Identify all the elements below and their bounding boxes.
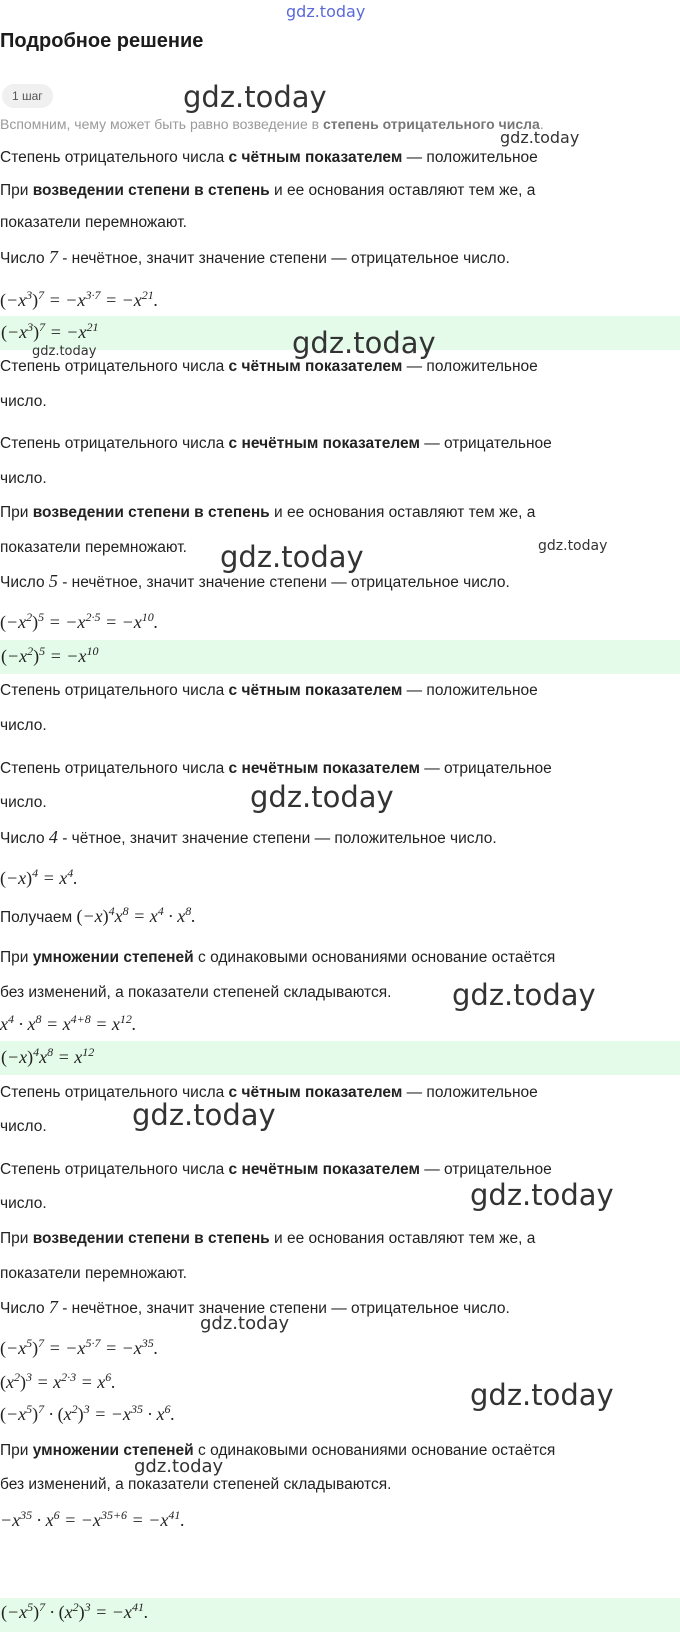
watermark: gdz.today [452,978,596,1012]
rule-even-line: Степень отрицательного числа с чётным показателем — положительное [0,1084,538,1101]
rule-mult-line: При умножении степеней с одинаковыми основаниями основание остаётся [0,1442,556,1459]
rule-odd-line: Степень отрицательного числа с нечётным показателем — отрицательное [0,1161,552,1178]
formula: $(-x^5)^7 \cdot (x^2)^3 = -x^{35} \cdot x^6$. [0,1402,175,1424]
rule-power-line: При возведении степени в степень и ее основания оставляют тем же, а [0,504,536,521]
parity-line: Число 7 - нечётное, значит значение степени — отрицательное число. [0,1297,510,1317]
rule-number-word: число. [0,470,47,487]
rule-number-word: число. [0,1195,47,1212]
rule-even-line: Степень отрицательного числа с чётным показателем — положительное [0,149,538,166]
watermark: gdz.today [183,80,327,114]
watermark: gdz.today [500,128,580,147]
parity-line: Число 5 - нечётное, значит значение степени — отрицательное число. [0,571,510,591]
rule-power-line2: показатели перемножают. [0,214,187,231]
watermark: gdz.today [200,1313,290,1334]
formula: $(x^2)^3 = x^{2\cdot 3} = x^6$. [0,1370,116,1392]
rule-number-word: число. [0,794,47,811]
hint-text: Вспомним, чему может быть равно возведение в степень отрицательного числа. [0,116,544,132]
rule-even-line: Степень отрицательного числа с чётным показателем — положительное [0,358,538,375]
watermark: gdz.today [134,1456,224,1477]
watermark: gdz.today [538,538,608,554]
answer-highlight: $(-x^5)^7 \cdot (x^2)^3 = -x^{41}$. [0,1598,680,1632]
answer-highlight: $(-x)^4x^8 = x^{12}$ [0,1041,680,1075]
answer-highlight: $(-x^2)^5 = -x^{10}$ [0,640,680,674]
rule-even-line: Степень отрицательного числа с чётным показателем — положительное [0,682,538,699]
formula: $(-x)^4 = x^4$. [0,866,78,888]
rule-number-word: число. [0,1118,47,1135]
rule-power-line2: показатели перемножают. [0,1265,187,1282]
rule-number-word: число. [0,393,47,410]
rule-number-word: число. [0,717,47,734]
formula: $x^4 \cdot x^8 = x^{4+8} = x^{12}$. [0,1012,137,1034]
parity-line: Число 4 - чётное, значит значение степени — положительное число. [0,827,497,847]
page-title: Подробное решение [0,30,204,52]
rule-odd-line: Степень отрицательного числа с нечётным показателем — отрицательное [0,435,552,452]
answer-highlight: $(-x^3)^7 = -x^{21}$ [0,316,680,350]
get-line: Получаем $(-x)^4x^8 = x^4 \cdot x^8$. [0,904,196,926]
rule-mult-line: При умножении степеней с одинаковыми основаниями основание остаётся [0,949,556,966]
rule-power-line2: показатели перемножают. [0,539,187,556]
watermark: gdz.today [286,2,366,21]
watermark: gdz.today [132,1098,276,1132]
watermark: gdz.today [220,540,364,574]
watermark: gdz.today [470,1178,614,1212]
formula: $(-x^5)^7 = -x^{5\cdot 7} = -x^{35}$. [0,1336,159,1358]
rule-mult-line2: без изменений, а показатели степеней складываются. [0,1476,392,1493]
step-badge: 1 шаг [2,84,53,108]
formula: $-x^{35} \cdot x^6 = -x^{35+6} = -x^{41}$. [0,1508,185,1530]
rule-power-line: При возведении степени в степень и ее основания оставляют тем же, а [0,182,536,199]
rule-mult-line2: без изменений, а показатели степеней складываются. [0,984,392,1001]
formula: $(-x^2)^5 = -x^{2\cdot 5} = -x^{10}$. [0,610,159,632]
rule-power-line: При возведении степени в степень и ее основания оставляют тем же, а [0,1230,536,1247]
spacer [0,1540,680,1600]
watermark: gdz.today [250,780,394,814]
rule-odd-line: Степень отрицательного числа с нечётным показателем — отрицательное [0,760,552,777]
watermark: gdz.today [470,1378,614,1412]
parity-line: Число 7 - нечётное, значит значение степени — отрицательное число. [0,247,510,267]
watermark: gdz.today [32,344,97,359]
watermark: gdz.today [292,326,436,360]
formula: $(-x^3)^7 = -x^{3\cdot 7} = -x^{21}$. [0,288,159,310]
